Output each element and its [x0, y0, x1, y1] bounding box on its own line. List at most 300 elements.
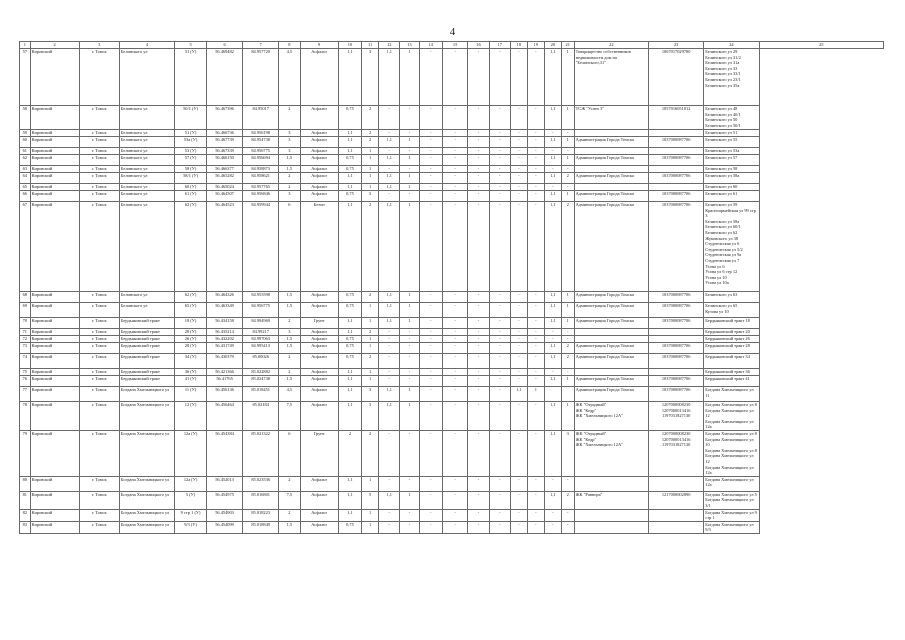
table-cell: -: [468, 343, 489, 354]
column-header: 25: [759, 42, 883, 49]
table-cell: 1,1: [338, 402, 361, 431]
table-cell: 1: [561, 303, 574, 318]
table-cell: -: [489, 202, 510, 292]
table-cell: 56.430379: [207, 354, 243, 369]
table-cell: Бердьяковский тракт: [119, 354, 174, 369]
table-cell: 1: [362, 166, 379, 173]
table-cell: -: [442, 354, 468, 369]
table-cell: 62 (У): [175, 292, 207, 303]
table-cell: 1,5: [279, 343, 300, 354]
table-cell: 1067017029780: [649, 49, 704, 106]
table-cell: Белинского ул 57: [704, 155, 759, 166]
table-cell: -: [527, 354, 544, 369]
column-header: 16: [468, 42, 489, 49]
table-cell: Администрация Города Томска: [574, 354, 648, 369]
table-cell: 56.456136: [207, 387, 243, 402]
table-row: [20, 476, 884, 491]
table-cell: ЖК "Равнора": [574, 491, 648, 509]
table-cell: Администрация Города Томска: [574, 173, 648, 184]
table-cell: Белинского ул 51: [704, 130, 759, 137]
table-cell: г. Томск: [79, 509, 119, 521]
table-cell: -: [468, 387, 489, 402]
table-cell: г. Томск: [79, 137, 119, 148]
table-cell: [574, 476, 648, 491]
table-cell: Кировский: [30, 130, 79, 137]
table-cell: Бердьяковский тракт 20: [704, 329, 759, 336]
table-cell: -: [419, 318, 442, 329]
table-cell: [649, 509, 704, 521]
table-cell: 41 (У): [175, 376, 207, 387]
table-cell: -: [419, 430, 442, 476]
table-cell: 1207000008230 1207000013416 1197031827130: [649, 430, 704, 476]
table-cell: Кировский: [30, 49, 79, 106]
table-cell: 84.956846: [243, 191, 279, 202]
table-row: [20, 387, 884, 402]
table-cell: -: [489, 303, 510, 318]
column-header: 8: [279, 42, 300, 49]
table-cell: 31 (У): [175, 49, 207, 106]
table-cell: [649, 166, 704, 173]
table-cell: 63: [20, 166, 31, 173]
table-cell: Белинского ул: [119, 184, 174, 191]
table-cell: 56.466377: [207, 166, 243, 173]
table-cell: Бердьяковский тракт: [119, 336, 174, 343]
table-cell: 0,75: [338, 106, 361, 130]
table-cell: -: [379, 521, 400, 533]
table-cell: -: [489, 376, 510, 387]
table-cell: 5 (У): [175, 491, 207, 509]
table-cell: -: [510, 336, 527, 343]
column-header: 5: [175, 42, 207, 49]
table-cell: -: [419, 303, 442, 318]
table-cell: 85.021322: [243, 430, 279, 476]
table-cell: -: [489, 387, 510, 402]
table-cell: 85.022882: [243, 369, 279, 376]
table-cell: -: [527, 369, 544, 376]
table-cell: -: [419, 155, 442, 166]
table-cell: Богдана Хмельницкого ул: [119, 521, 174, 533]
table-cell: Белинского ул 53а: [704, 148, 759, 155]
table-cell: -: [468, 202, 489, 292]
table-cell: Асфальт: [300, 292, 338, 303]
table-cell: -: [468, 354, 489, 369]
table-cell: Бердьяковский тракт 26: [704, 336, 759, 343]
table-cell: -: [489, 336, 510, 343]
table-cell: 28 (У): [175, 343, 207, 354]
table-row: [20, 354, 884, 369]
table-cell: -: [379, 329, 400, 336]
table-cell: [649, 184, 704, 191]
table-cell: 2: [561, 491, 574, 509]
table-cell: 72: [20, 336, 31, 343]
table-cell: -: [400, 376, 419, 387]
table-cell: -: [544, 130, 561, 137]
table-cell: -: [510, 303, 527, 318]
table-row: [20, 49, 884, 106]
table-cell: Кировский: [30, 387, 79, 402]
table-cell: 2: [362, 130, 379, 137]
table-cell: -: [379, 376, 400, 387]
table-cell: -: [561, 148, 574, 155]
table-cell: 56.452013: [207, 476, 243, 491]
table-cell: Кировский: [30, 491, 79, 509]
column-header: 21: [561, 42, 574, 49]
table-cell: 2: [338, 430, 361, 476]
table-cell: -: [379, 191, 400, 202]
table-cell: 56.465282: [207, 173, 243, 184]
table-cell: 70: [20, 318, 31, 329]
table-cell: 1: [400, 303, 419, 318]
table-cell: 84.956775: [243, 148, 279, 155]
table-cell: Бердьяковский тракт: [119, 343, 174, 354]
table-cell: -: [442, 343, 468, 354]
table-cell: Администрация Города Томска: [574, 318, 648, 329]
table-cell: 2: [362, 329, 379, 336]
table-cell: Администрация Города Томска: [574, 137, 648, 148]
table-cell: 1: [561, 106, 574, 130]
table-cell: -: [442, 49, 468, 106]
table-cell: г. Томск: [79, 491, 119, 509]
table-cell: Кировский: [30, 369, 79, 376]
table-cell: 0,75: [338, 336, 361, 343]
table-cell: г. Томск: [79, 173, 119, 184]
table-cell: 1037000087706: [649, 173, 704, 184]
table-cell: -: [468, 402, 489, 431]
table-cell: Кировский: [30, 303, 79, 318]
table-row: [20, 148, 884, 155]
table-cell: -: [510, 191, 527, 202]
table-cell: -: [489, 292, 510, 303]
table-cell: 2: [362, 202, 379, 292]
table-cell: [649, 369, 704, 376]
table-cell: -: [419, 476, 442, 491]
table-cell: Асфальт: [300, 387, 338, 402]
table-cell: 1,1: [338, 130, 361, 137]
page-number: 4: [449, 26, 456, 38]
table-cell: -: [468, 521, 489, 533]
table-cell: г. Томск: [79, 430, 119, 476]
table-cell: Асфальт: [300, 173, 338, 184]
table-cell: Богдана Хмельницкого ул 8 Богдана Хмельницкого ул 10 Богдана Хмельницкого ул 8 Богдана Хмельницкого ул 12 Богдана Хмельницкого ул 12а: [704, 430, 759, 476]
table-cell: -: [442, 303, 468, 318]
table-cell: -: [442, 292, 468, 303]
table-cell: -: [510, 166, 527, 173]
table-cell: 1: [362, 184, 379, 191]
table-cell: -: [400, 509, 419, 521]
table-cell: 1,1: [379, 387, 400, 402]
table-cell: 1,1: [379, 155, 400, 166]
table-cell: 1037000087706: [649, 191, 704, 202]
table-row: [20, 173, 884, 184]
table-cell: г. Томск: [79, 476, 119, 491]
table-cell: Кировский: [30, 148, 79, 155]
table-cell: [649, 130, 704, 137]
table-cell: 1: [400, 387, 419, 402]
table-cell: -: [419, 148, 442, 155]
table-cell: 85.018223: [243, 509, 279, 521]
table-cell: ТСЖ "Успех 3": [574, 106, 648, 130]
table-cell: -: [419, 137, 442, 148]
table-cell: 56.469482: [207, 49, 243, 106]
table-cell: 2: [279, 509, 300, 521]
table-cell: г. Томск: [79, 329, 119, 336]
table-cell: 84.956694: [243, 155, 279, 166]
table-cell: 3: [362, 191, 379, 202]
table-cell: 7,5: [279, 402, 300, 431]
table-cell: 84.959944: [243, 202, 279, 292]
table-cell: 85.016801: [243, 491, 279, 509]
table-cell: -: [561, 329, 574, 336]
table-cell: 1,1: [338, 376, 361, 387]
table-cell: 1,1: [338, 369, 361, 376]
table-cell: 1,1: [544, 106, 561, 130]
table-cell: 1,1: [379, 318, 400, 329]
table-cell: -: [379, 130, 400, 137]
column-header: 23: [649, 42, 704, 49]
table-cell: 51 (У): [175, 130, 207, 137]
table-cell: -: [489, 521, 510, 533]
table-cell: -: [419, 336, 442, 343]
table-cell: -: [527, 491, 544, 509]
table-cell: Бердьяковский тракт 34: [704, 354, 759, 369]
table-cell: 56.465024: [207, 184, 243, 191]
table-cell: 2: [362, 137, 379, 148]
table-cell: -: [442, 148, 468, 155]
table-cell: 1: [362, 476, 379, 491]
table-cell: Кировский: [30, 202, 79, 292]
table-cell: Кировский: [30, 184, 79, 191]
table-cell: -: [442, 137, 468, 148]
table-cell: 18 (У): [175, 318, 207, 329]
table-cell: Бердьяковский тракт 36: [704, 369, 759, 376]
table-cell: 1,1: [338, 49, 361, 106]
table-cell: 26 (У): [175, 336, 207, 343]
table-cell: 84.955598: [243, 292, 279, 303]
table-cell: 1: [400, 318, 419, 329]
table-cell: 84.997063: [243, 336, 279, 343]
table-cell: -: [419, 387, 442, 402]
table-cell: 82: [20, 509, 31, 521]
table-cell: 53а (У): [175, 137, 207, 148]
column-header: 3: [79, 42, 119, 49]
table-cell: г. Томск: [79, 191, 119, 202]
table-cell: -: [419, 402, 442, 431]
table-cell: 75: [20, 369, 31, 376]
table-cell: Кировский: [30, 137, 79, 148]
table-cell: 36 (У): [175, 369, 207, 376]
table-cell: Кировский: [30, 354, 79, 369]
table-cell: Кировский: [30, 343, 79, 354]
table-cell: 1,1: [544, 354, 561, 369]
table-row: [20, 191, 884, 202]
table-cell: -: [544, 329, 561, 336]
table-cell: -: [489, 491, 510, 509]
table-cell: -: [561, 184, 574, 191]
table-cell: г. Томск: [79, 343, 119, 354]
table-cell: -: [561, 166, 574, 173]
table-cell: ЖК "Отрадный" ЖК "Кедр" ЖК "Хмельницкого 12А": [574, 430, 648, 476]
table-cell: -: [442, 509, 468, 521]
table-cell: Асфальт: [300, 329, 338, 336]
table-cell: 1: [561, 137, 574, 148]
table-cell: Белинского ул: [119, 166, 174, 173]
table-cell: 62 (У): [175, 202, 207, 292]
table-cell: -: [561, 476, 574, 491]
table-cell: Асфальт: [300, 130, 338, 137]
table-cell: -: [510, 106, 527, 130]
table-cell: 56.454903: [207, 509, 243, 521]
table-cell: 1037000087706: [649, 303, 704, 318]
table-cell: -: [489, 354, 510, 369]
table-cell: г. Томск: [79, 336, 119, 343]
table-cell: 65: [20, 184, 31, 191]
table-cell: Асфальт: [300, 343, 338, 354]
table-cell: Товарищество собственников недвижимости дом на "Белинского,31": [574, 49, 648, 106]
table-cell: 85.018451: [243, 387, 279, 402]
table-cell: -: [468, 166, 489, 173]
table-cell: Богдана Хмельницкого ул: [119, 491, 174, 509]
table-cell: 20 (У): [175, 329, 207, 336]
table-cell: Бердьяковский тракт 18: [704, 318, 759, 329]
table-cell: Богдана Хмельницкого ул 5 Богдана Хмельницкого ул 3/1: [704, 491, 759, 509]
table-cell: -: [468, 137, 489, 148]
table-cell: [544, 387, 561, 402]
table-cell: 61: [20, 148, 31, 155]
table-cell: -: [510, 184, 527, 191]
table-cell: -: [442, 329, 468, 336]
table-cell: 1: [362, 336, 379, 343]
table-row: [20, 402, 884, 431]
table-cell: Кировский: [30, 166, 79, 173]
table-cell: -: [510, 130, 527, 137]
table-cell: Кировский: [30, 318, 79, 329]
table-cell: -: [379, 476, 400, 491]
table-cell: -: [419, 343, 442, 354]
table-row: [20, 430, 884, 476]
table-cell: 56.435214: [207, 329, 243, 336]
table-cell: 1,1: [544, 173, 561, 184]
table-cell: -: [489, 166, 510, 173]
table-cell: 84.958873: [243, 166, 279, 173]
table-cell: 83: [20, 521, 31, 533]
table-cell: -: [527, 430, 544, 476]
table-cell: -: [468, 336, 489, 343]
table-cell: -: [489, 148, 510, 155]
table-cell: 56.467739: [207, 137, 243, 148]
table-cell: Богдана Хмельницкого ул: [119, 509, 174, 521]
table-cell: -: [419, 509, 442, 521]
table-cell: [574, 521, 648, 533]
table-cell: 1,1: [544, 402, 561, 431]
table-cell: г. Томск: [79, 521, 119, 533]
table-cell: -: [400, 329, 419, 336]
table-cell: -: [468, 318, 489, 329]
table-cell: 62: [20, 155, 31, 166]
table-cell: 1,1: [510, 387, 527, 402]
table-cell: -: [527, 106, 544, 130]
table-cell: Асфальт: [300, 155, 338, 166]
table-cell: 67: [20, 202, 31, 292]
table-cell: -: [400, 430, 419, 476]
table-cell: Кировский: [30, 191, 79, 202]
table-cell: -: [489, 191, 510, 202]
table-cell: -: [544, 521, 561, 533]
table-cell: 1037000087706: [649, 354, 704, 369]
table-cell: 1: [400, 202, 419, 292]
table-cell: -: [561, 509, 574, 521]
table-cell: -: [442, 184, 468, 191]
table-cell: Белинского ул: [119, 173, 174, 184]
table-cell: 85.018849: [243, 521, 279, 533]
table-cell: 56.454975: [207, 491, 243, 509]
table-cell: -: [527, 292, 544, 303]
table-cell: 59: [20, 130, 31, 137]
table-cell: Кировский: [30, 521, 79, 533]
table-cell: 2: [279, 476, 300, 491]
table-cell: -: [489, 430, 510, 476]
table-cell: 80: [20, 476, 31, 491]
table-cell: -: [468, 106, 489, 130]
table-cell: -: [527, 166, 544, 173]
table-cell: 56.464507: [207, 191, 243, 202]
table-cell: -: [419, 369, 442, 376]
table-cell: Бердьяковский тракт 28: [704, 343, 759, 354]
table-cell: 56.464326: [207, 292, 243, 303]
table-cell: 61 (У): [175, 191, 207, 202]
table-cell: -: [544, 184, 561, 191]
table-cell: -: [468, 191, 489, 202]
table-cell: Белинского ул 60: [704, 184, 759, 191]
table-cell: -: [544, 336, 561, 343]
table-cell: -: [544, 509, 561, 521]
table-cell: Кировский: [30, 329, 79, 336]
table-cell: -: [527, 521, 544, 533]
table-cell: Белинского ул 29 Белинского ул 31/2 Белинского ул 31а Белинского ул 33 Белинского ул 33/1 Белинского ул 23/1 Белинского ул 35а: [704, 49, 759, 106]
table-cell: 12 (У): [175, 402, 207, 431]
table-cell: Кировский: [30, 402, 79, 431]
table-cell: Белинского ул: [119, 292, 174, 303]
table-cell: 1,1: [338, 148, 361, 155]
table-cell: 4,5: [279, 49, 300, 106]
table-cell: 1: [400, 491, 419, 509]
column-header: 14: [419, 42, 442, 49]
table-cell: -: [510, 402, 527, 431]
table-cell: -: [489, 329, 510, 336]
table-cell: 3: [279, 137, 300, 148]
table-cell: 3: [362, 402, 379, 431]
table-cell: -: [510, 509, 527, 521]
column-header: 12: [379, 42, 400, 49]
table-cell: 84.995413: [243, 343, 279, 354]
table-cell: -: [489, 106, 510, 130]
table-cell: 3: [362, 49, 379, 106]
table-cell: -: [442, 476, 468, 491]
table-cell: -: [379, 166, 400, 173]
column-header: 9: [300, 42, 338, 49]
table-cell: Богдана Хмельницкого ул: [119, 430, 174, 476]
table-cell: 2: [279, 369, 300, 376]
column-header: 7: [243, 42, 279, 49]
table-cell: Асфальт: [300, 402, 338, 431]
table-cell: Администрация Города Томска: [574, 292, 648, 303]
data-table: [19, 41, 884, 534]
table-cell: -: [379, 430, 400, 476]
table-cell: г. Томск: [79, 303, 119, 318]
table-cell: г. Томск: [79, 402, 119, 431]
table-cell: Бердьяковский тракт 41: [704, 376, 759, 387]
table-cell: -: [510, 369, 527, 376]
table-cell: 60: [20, 137, 31, 148]
